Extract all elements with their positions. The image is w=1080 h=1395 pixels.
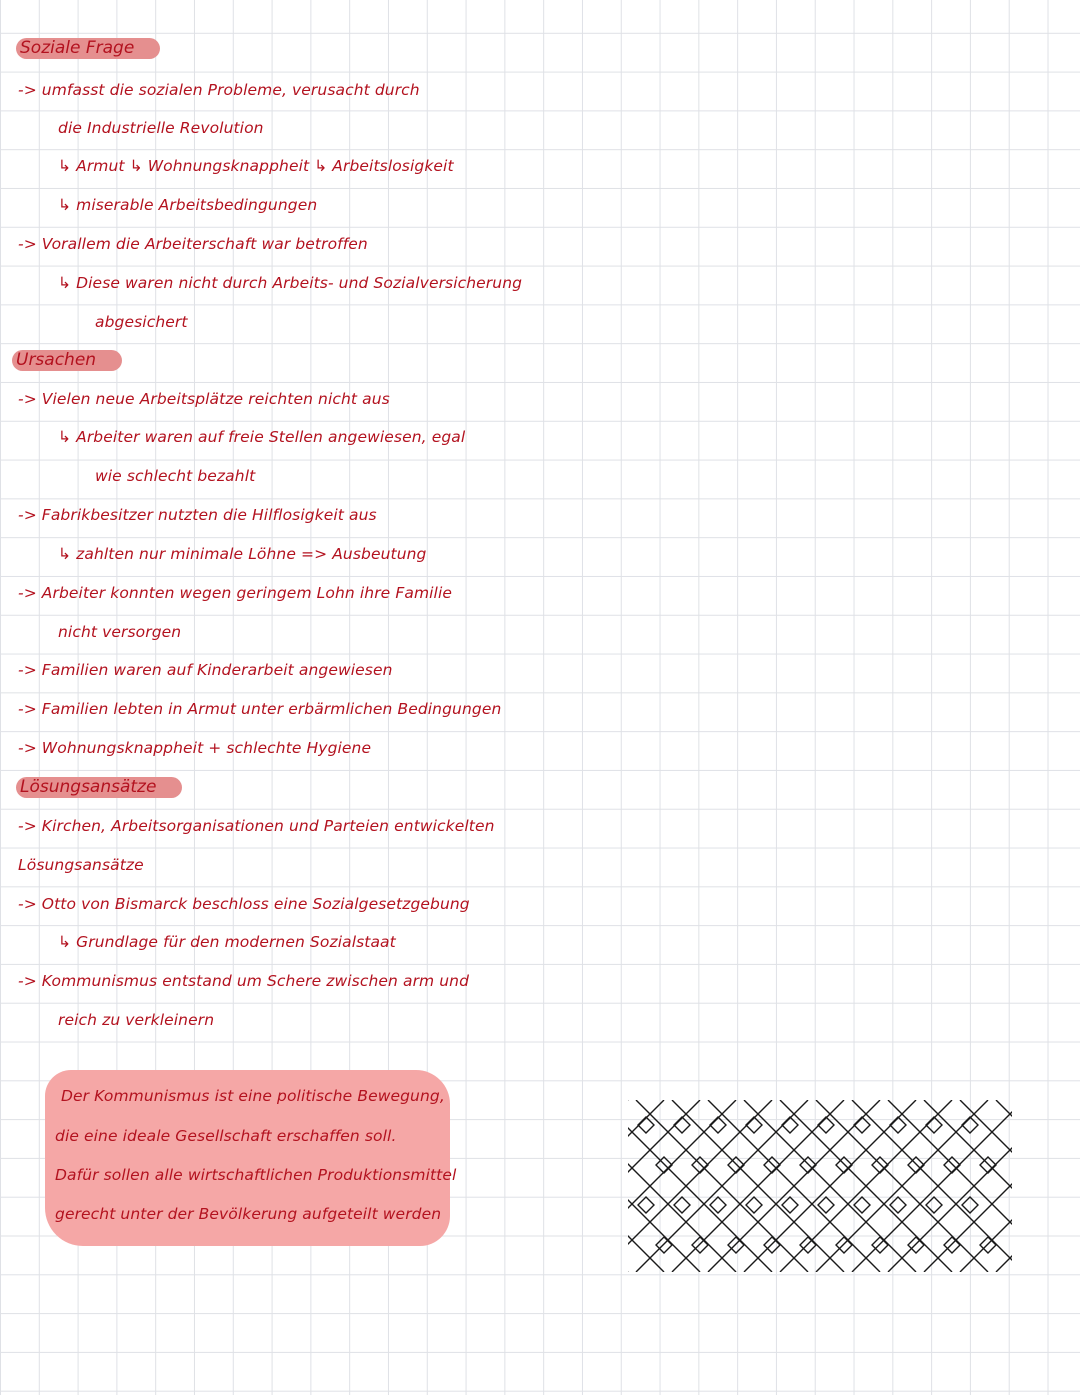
heading-ursachen: Ursachen xyxy=(12,350,122,371)
note-line: -> Familien waren auf Kinderarbeit angewiesen xyxy=(18,661,393,679)
note-line: -> Vorallem die Arbeiterschaft war betroffen xyxy=(18,235,368,253)
note-line: -> Kirchen, Arbeitsorganisationen und Parteien entwickelten xyxy=(18,817,495,835)
definition-box xyxy=(45,1070,457,1246)
note-line: -> Otto von Bismarck beschloss eine Sozialgesetzgebung xyxy=(18,895,470,913)
definition-line: gerecht unter der Bevölkerung aufgeteilt werden xyxy=(55,1205,442,1223)
note-line: ↳ miserable Arbeitsbedingungen xyxy=(58,196,318,214)
note-line: -> Wohnungsknappheit + schlechte Hygiene xyxy=(18,739,372,757)
definition-line: Der Kommunismus ist eine politische Bewegung, xyxy=(61,1087,445,1105)
note-line: -> Familien lebten in Armut unter erbärmlichen Bedingungen xyxy=(18,700,502,718)
note-line: reich zu verkleinern xyxy=(58,1011,215,1029)
note-line: abgesichert xyxy=(95,313,188,331)
note-line: ↳ Diese waren nicht durch Arbeits- und Sozialversicherung xyxy=(58,274,523,292)
note-line: nicht versorgen xyxy=(58,623,182,641)
note-line: -> Vielen neue Arbeitsplätze reichten nicht aus xyxy=(18,390,390,408)
definition-line: Dafür sollen alle wirtschaftlichen Produktionsmittel xyxy=(55,1166,457,1184)
note-line: ↳ Arbeiter waren auf freie Stellen angewiesen, egal xyxy=(58,428,466,446)
note-line: -> umfasst die sozialen Probleme, verusacht durch xyxy=(18,81,420,99)
note-line: -> Fabrikbesitzer nutzten die Hilflosigkeit aus xyxy=(18,506,377,524)
note-line: wie schlecht bezahlt xyxy=(95,467,256,485)
note-line: ↳ zahlten nur minimale Löhne => Ausbeutung xyxy=(58,545,427,563)
heading-loesungsansaetze: Lösungsansätze xyxy=(16,777,182,798)
heading-soziale-frage: Soziale Frage xyxy=(16,38,160,59)
note-line: -> Arbeiter konnten wegen geringem Lohn ihre Familie xyxy=(18,584,452,602)
note-line: Lösungsansätze xyxy=(18,856,144,874)
note-line: ↳ Grundlage für den modernen Sozialstaat xyxy=(58,933,396,951)
note-line: ↳ Armut ↳ Wohnungsknappheit ↳ Arbeitslosigkeit xyxy=(58,157,454,175)
barbed-wire-lattice-icon xyxy=(628,1100,1012,1272)
definition-line: die eine ideale Gesellschaft erschaffen soll. xyxy=(55,1127,397,1145)
note-line: die Industrielle Revolution xyxy=(58,119,264,137)
note-line: -> Kommunismus entstand um Schere zwischen arm und xyxy=(18,972,470,990)
